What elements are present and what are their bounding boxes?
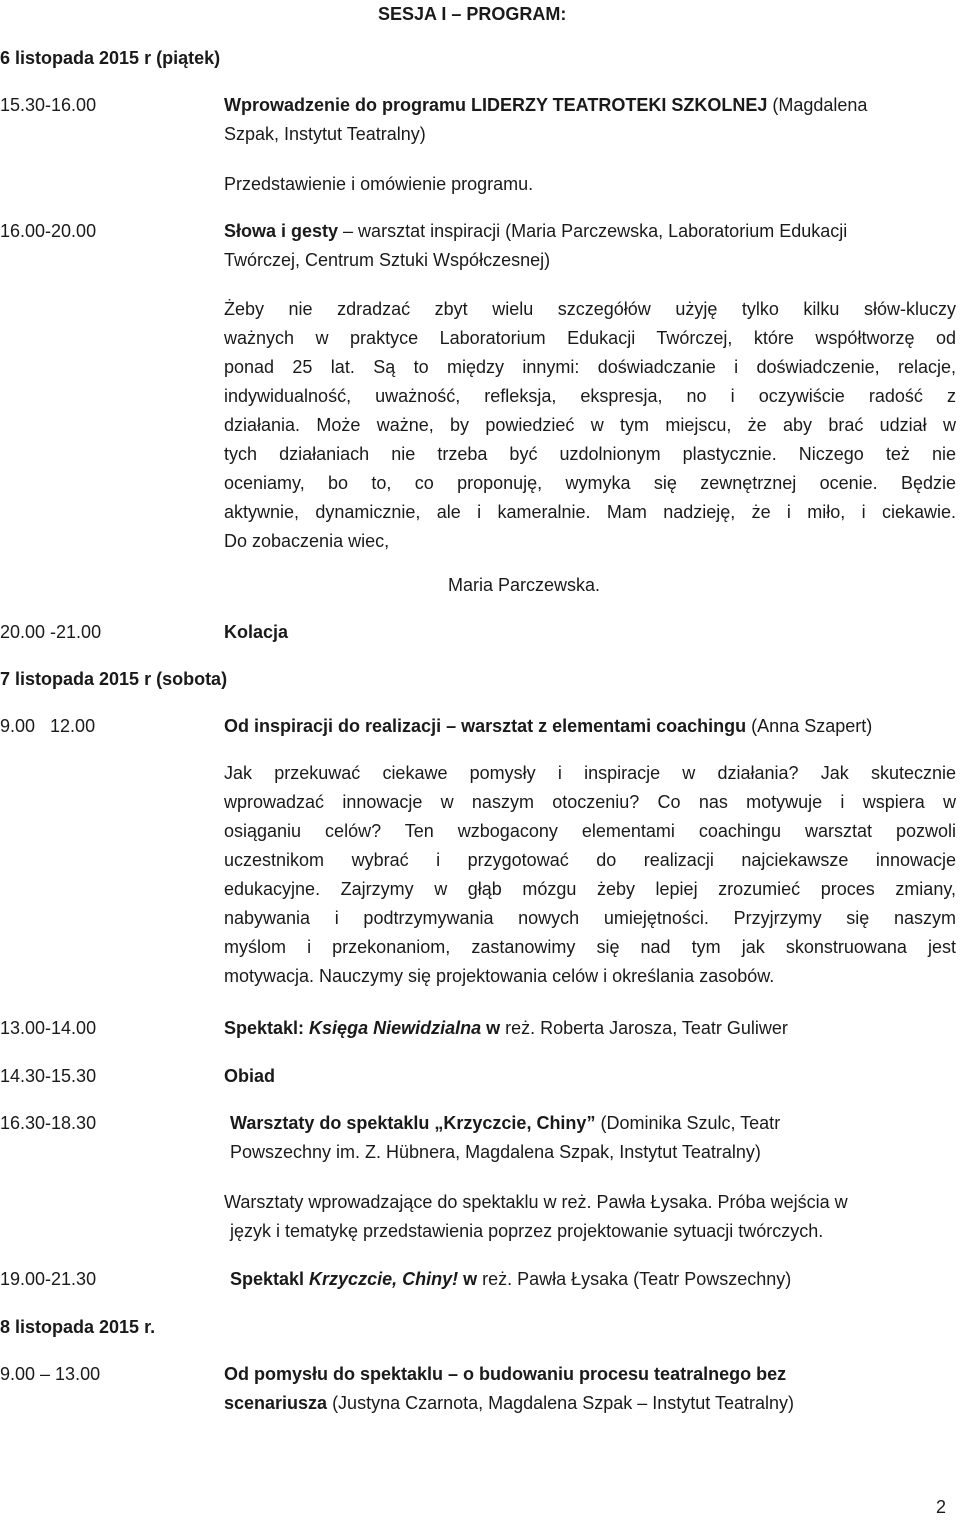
day1-item2-title-text: Słowa i gesty xyxy=(224,221,339,241)
desc-line: aktywnie, dynamicznie, ale i kameralnie. Mam nadzieję, że i miło, i ciekawie. xyxy=(224,502,956,522)
desc-line: uczestnikom wybrać i przygotować do realizacji najciekawsze innowacje xyxy=(224,850,956,870)
desc-line: oceniamy, bo to, co proponuję, wymyka się zewnętrznej ocenie. Będzie xyxy=(224,473,956,493)
day3-item1-time: 9.00 – 13.00 xyxy=(0,1364,101,1384)
day1-item2-rest-l2: Twórczej, Centrum Sztuki Współczesnej) xyxy=(224,250,551,270)
day3-date: 8 listopada 2015 r. xyxy=(0,1317,156,1337)
day2-item4-people-l2: Powszechny im. Z. Hübnera, Magdalena Szpak, Instytut Teatralny) xyxy=(230,1142,761,1162)
day2-item2-rest: reż. Roberta Jarosza, Teatr Guliwer xyxy=(500,1018,788,1038)
day2-item2-rest-bold: w xyxy=(481,1018,501,1038)
day2-item4-title xyxy=(230,1109,956,1167)
desc-line: ważnych w praktyce Laboratorium Edukacji Twórczej, które współtworzę od xyxy=(224,328,956,348)
day1-item1-desc: Przedstawienie i omówienie programu. xyxy=(224,174,534,194)
day2-item1-title-text: Od inspiracji do realizacji – warsztat z elementami coachingu xyxy=(224,716,747,736)
day2-item1-time: 9.00 12.00 xyxy=(0,716,96,736)
day2-item2-label: Spektakl: xyxy=(224,1018,310,1038)
day2-item4-description xyxy=(224,1188,956,1246)
desc-line: myślom i przekonaniom, zastanowimy się nad tym jak skonstruowana jest xyxy=(224,937,956,957)
day1-item2-title xyxy=(224,217,956,275)
day2-item4-time: 16.30-18.30 xyxy=(0,1113,97,1133)
day1-date: 6 listopada 2015 r (piątek) xyxy=(0,48,221,68)
day2-date: 7 listopada 2015 r (sobota) xyxy=(0,669,228,689)
day2-item5-rest-bold: w xyxy=(458,1269,478,1289)
day1-item2-description xyxy=(224,295,956,556)
desc-line: Jak przekuwać ciekawe pomysły i inspiracje w działania? Jak skutecznie xyxy=(224,763,956,783)
day2-item5-title xyxy=(230,1265,791,1294)
desc-line: osiąganiu celów? Ten wzbogacony elementami coachingu warsztat pozwoli xyxy=(224,821,956,841)
desc-line: Warsztaty wprowadzające do spektaklu w reż. Pawła Łysaka. Próba wejścia w xyxy=(224,1192,848,1212)
desc-line: Żeby nie zdradzać zbyt wielu szczegółów użyję tylko kilku słów-kluczy xyxy=(224,299,956,319)
desc-line: wprowadzać innowacje w naszym otoczeniu? Co nas motywuje i wspiera w xyxy=(224,792,956,812)
day2-item3-title: Obiad xyxy=(224,1066,276,1086)
day1-item3-title: Kolacja xyxy=(224,622,289,642)
desc-line: indywidualność, uważność, refleksja, ekspresja, no i oczywiście radość z xyxy=(224,386,956,406)
day1-item1-title xyxy=(224,91,956,149)
day3-item1-title-l2: scenariusza xyxy=(224,1393,328,1413)
day1-item1-time: 15.30-16.00 xyxy=(0,95,97,115)
page-number: 2 xyxy=(935,1497,946,1517)
day3-item1-people: (Justyna Czarnota, Magdalena Szpak – Instytut Teatralny) xyxy=(327,1393,794,1413)
desc-line: Do zobaczenia wiec, xyxy=(224,531,390,551)
day2-item4-title-text: Warsztaty do spektaklu „Krzyczcie, Chiny” xyxy=(230,1113,596,1133)
day1-item1-title-text: Wprowadzenie do programu LIDERZY TEATROTEKI SZKOLNEJ xyxy=(224,95,768,115)
desc-line: motywacja. Nauczymy się projektowania celów i określania zasobów. xyxy=(224,966,775,986)
day3-item1-title xyxy=(224,1360,956,1418)
signature: Maria Parczewska. xyxy=(448,575,601,595)
day2-item5-label: Spektakl xyxy=(230,1269,310,1289)
day2-item3-time: 14.30-15.30 xyxy=(0,1066,97,1086)
day2-item5-rest: reż. Pawła Łysaka (Teatr Powszechny) xyxy=(477,1269,792,1289)
desc-line: działania. Może ważne, by powiedzieć w tym miejscu, że aby brać udział w xyxy=(224,415,956,435)
desc-line: tych działaniach nie trzeba być uzdolnionym plastycznie. Niczego też nie xyxy=(224,444,956,464)
day1-item2-rest-l1: – warsztat inspiracji (Maria Parczewska, Laboratorium Edukacji xyxy=(338,221,848,241)
day2-item1-people: (Anna Szapert) xyxy=(746,716,873,736)
day1-item2-time: 16.00-20.00 xyxy=(0,221,97,241)
day2-item1-description xyxy=(224,759,956,991)
day3-item1-title-l1: Od pomysłu do spektaklu – o budowaniu procesu teatralnego bez xyxy=(224,1364,787,1384)
day1-item1-people-l2: Szpak, Instytut Teatralny) xyxy=(224,124,426,144)
day2-item2-title xyxy=(224,1014,788,1043)
day1-item3-time: 20.00 -21.00 xyxy=(0,622,102,642)
desc-line: nabywania i podtrzymywania nowych umiejętności. Przyjrzymy się naszym xyxy=(224,908,956,928)
day2-item2-time: 13.00-14.00 xyxy=(0,1018,97,1038)
day1-item1-people-l1: (Magdalena xyxy=(767,95,868,115)
program-title: SESJA I – PROGRAM: xyxy=(378,4,567,24)
day2-item4-people-l1: (Dominika Szulc, Teatr xyxy=(595,1113,781,1133)
day2-item5-time: 19.00-21.30 xyxy=(0,1269,97,1289)
day2-item5-play: Krzyczcie, Chiny! xyxy=(309,1269,459,1289)
desc-line: język i tematykę przedstawienia poprzez projektowanie sytuacji twórczych. xyxy=(230,1221,824,1241)
desc-line: edukacyjne. Zajrzymy w głąb mózgu żeby lepiej zrozumieć proces zmiany, xyxy=(224,879,956,899)
day2-item2-play: Księga Niewidzialna xyxy=(309,1018,482,1038)
day2-item1-title xyxy=(224,712,956,741)
desc-line: ponad 25 lat. Są to między innymi: doświadczanie i doświadczenie, relacje, xyxy=(224,357,956,377)
